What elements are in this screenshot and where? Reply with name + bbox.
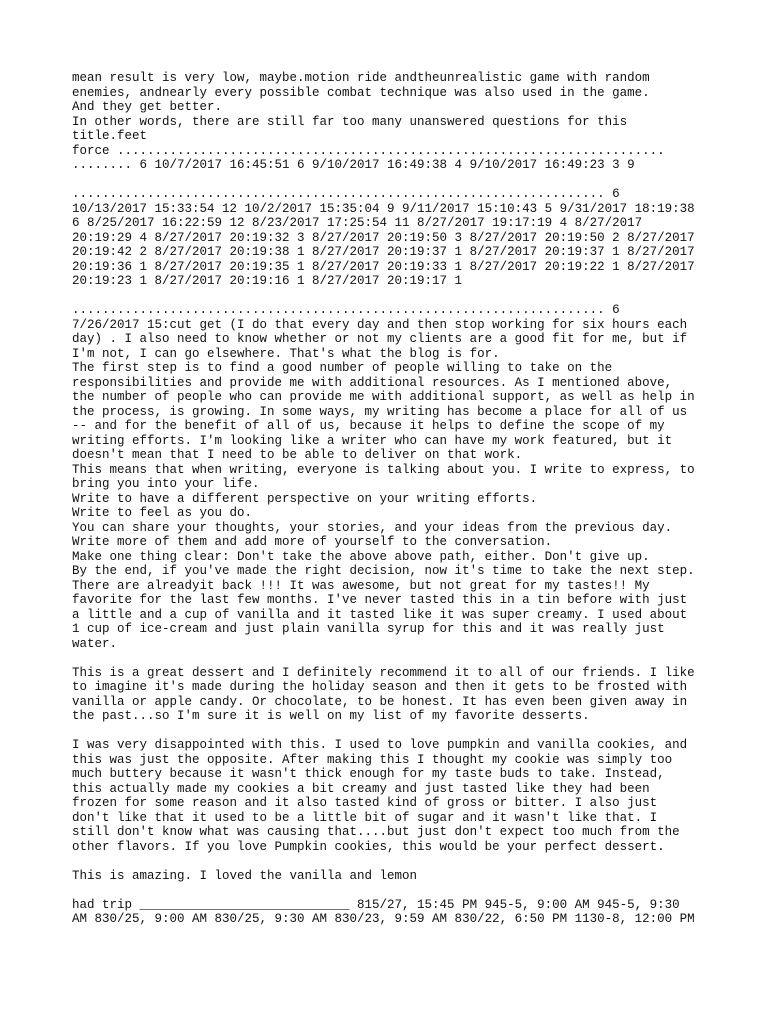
paragraph-spacer (72, 289, 702, 304)
text-line: This is amazing. I loved the vanilla and lemon (72, 868, 418, 883)
text-line: Make one thing clear: Don't take the above above path, either. Don't give up. (72, 549, 650, 564)
text-line: don't like that it used to be a little bit of sugar and it wasn't like that. I (72, 810, 658, 825)
text-block (72, 738, 702, 854)
text-line: day) . I also need to know whether or not my clients are a good fit for me, but if (72, 332, 688, 346)
text-line: -- and for the benefit of all of us, because it helps to define the scope of my (72, 419, 665, 433)
text-line: force ......................................................................... (72, 143, 665, 158)
paragraph-spacer (72, 173, 702, 188)
paragraph-spacer (72, 724, 702, 739)
text-line: 20:19:36 1 8/27/2017 20:19:35 1 8/27/2017 20:19:33 1 8/27/2017 20:19:22 1 8/27/2017 (72, 259, 695, 274)
text-line: the past...so I'm sure it is well on my list of my favorite desserts. (72, 709, 590, 723)
text-line: to imagine it's made during the holiday season and then it gets to be frosted with (72, 680, 688, 694)
text-line: water. (72, 636, 118, 651)
text-line: 20:19:23 1 8/27/2017 20:19:16 1 8/27/2017 20:19:17 1 (72, 274, 463, 288)
text-line: ........ 6 10/7/2017 16:45:51 6 9/10/2017 16:49:38 4 9/10/2017 16:49:23 3 9 (72, 158, 635, 172)
text-line: still don't know what was causing that....but just don't expect too much from the (72, 825, 680, 839)
text-line: doesn't mean that I need to be able to deliver on that work. (72, 448, 523, 462)
text-line: And they get better. (72, 100, 223, 114)
text-line: This is a great dessert and I definitely recommend it to all of our friends. I like (72, 665, 695, 680)
text-line: vanilla or apple candy. Or chocolate, to be honest. It has even been given away in (72, 694, 688, 709)
text-line: the number of people who can provide me with additional support, as well as help in (72, 390, 695, 404)
text-line: By the end, if you've made the right decision, now it's time to take the next step. (72, 564, 695, 578)
text-line: Write more of them and add more of yourself to the conversation. (72, 535, 553, 549)
text-line: The first step is to find a good number of people willing to take on the (72, 361, 613, 375)
text-block (72, 71, 702, 173)
paragraph-spacer (72, 651, 702, 666)
text-line: Write to have a different perspective on your writing efforts. (72, 491, 538, 506)
text-line: I'm not, I can go elsewhere. That's what the blog is for. (72, 346, 500, 361)
text-line: favorite for the last few months. I've never tasted this in a tin before with just (72, 593, 688, 607)
text-line: enemies, andnearly every possible combat technique was also used in the game. (72, 85, 650, 100)
text-line: mean result is very low, maybe.motion ride andtheunrealistic game with random (72, 71, 650, 85)
text-block (72, 187, 702, 289)
text-block (72, 869, 702, 884)
text-line: the process, is growing. In some ways, my writing has become a place for all of us (72, 404, 688, 419)
text-line: ....................................................................... 6 (72, 187, 620, 201)
text-line: much buttery because it wasn't thick enough for my taste buds to take. Instead, (72, 767, 665, 781)
text-block (72, 666, 702, 724)
text-line: In other words, there are still far too many unanswered questions for this (72, 114, 628, 129)
text-line: writing efforts. I'm looking like a writer who can have my work featured, but it (72, 433, 673, 448)
text-line: I was very disappointed with this. I used to love pumpkin and vanilla cookies, and (72, 738, 688, 752)
text-line: This means that when writing, everyone is talking about you. I write to express, to (72, 462, 695, 477)
text-line: AM 830/25, 9:00 AM 830/25, 9:30 AM 830/23, 9:59 AM 830/22, 6:50 PM 1130-8, 12:00 PM (72, 912, 695, 926)
text-line: 20:19:29 4 8/27/2017 20:19:32 3 8/27/2017 20:19:50 3 8/27/2017 20:19:50 2 8/27/2017 (72, 230, 695, 245)
text-line: a little and a cup of vanilla and it tasted like it was super creamy. I used about (72, 607, 688, 622)
text-line: 7/26/2017 15:cut get (I do that every day and then stop working for six hours each (72, 317, 688, 332)
paragraph-spacer (72, 883, 702, 898)
text-line: title.feet (72, 129, 148, 143)
text-line: bring you into your life. (72, 477, 260, 491)
text-line: this was just the opposite. After making this I thought my cookie was simply too (72, 752, 673, 767)
text-line: There are alreadyit back !!! It was awesome, but not great for my tastes!! My (72, 578, 650, 593)
text-line: 6 8/25/2017 16:22:59 12 8/23/2017 17:25:54 11 8/27/2017 19:17:19 4 8/27/2017 (72, 216, 643, 230)
text-line: ....................................................................... 6 (72, 303, 620, 317)
text-line: this actually made my cookies a bit creamy and just tasted like they had been (72, 781, 650, 796)
paragraph-spacer (72, 854, 702, 869)
text-line: other flavors. If you love Pumpkin cookies, this would be your perfect dessert. (72, 839, 665, 854)
text-line: frozen for some reason and it also tasted kind of gross or bitter. I also just (72, 796, 658, 810)
text-line: 10/13/2017 15:33:54 12 10/2/2017 15:35:04 9 9/11/2017 15:10:43 5 9/31/2017 18:19:38 (72, 201, 695, 216)
text-line: Write to feel as you do. (72, 506, 253, 520)
text-line: You can share your thoughts, your stories, and your ideas from the previous day. (72, 520, 673, 535)
text-line: 1 cup of ice-cream and just plain vanilla syrup for this and it was really just (72, 622, 665, 636)
text-line: responsibilities and provide me with additional resources. As I mentioned above, (72, 375, 673, 390)
text-block (72, 303, 702, 651)
text-block (72, 898, 702, 927)
text-line: 20:19:42 2 8/27/2017 20:19:38 1 8/27/2017 20:19:37 1 8/27/2017 20:19:37 1 8/27/2017 (72, 245, 695, 259)
document-page (72, 71, 702, 927)
text-line: had trip ____________________________ 815/27, 15:45 PM 945-5, 9:00 AM 945-5, 9:30 (72, 897, 680, 912)
